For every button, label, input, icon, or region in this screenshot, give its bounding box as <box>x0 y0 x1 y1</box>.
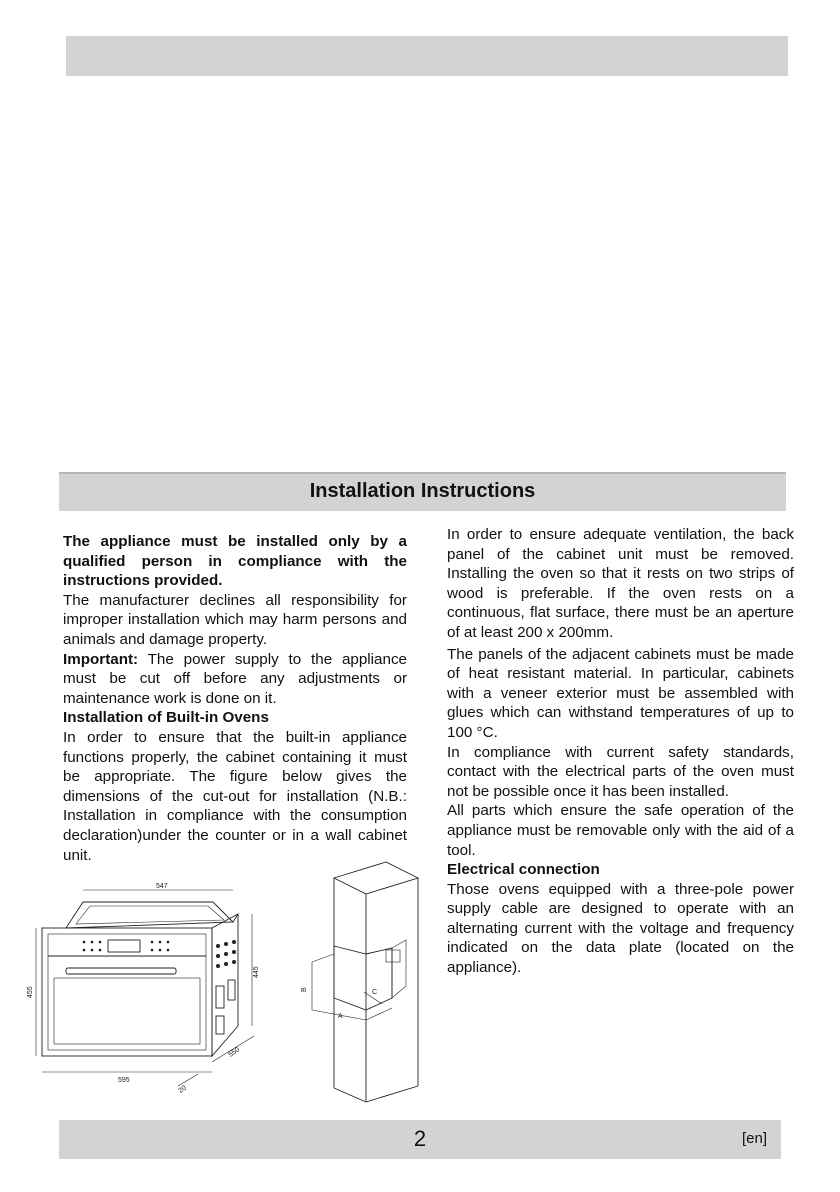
cabinet-cutout <box>334 946 392 1010</box>
panels-text: The panels of the adjacent cabinets must be made of heat resistant material. In particular, cabinets with a veneer exterior must be assembled with glues which can withstand temperatures of up to 100 °C. <box>447 645 794 741</box>
dim-height-right: 445 <box>253 966 260 978</box>
important-text: The power supply to the appliance must be cut off before any adjustments or maintenance work is done on it. <box>63 650 407 707</box>
label-c: C <box>372 989 378 996</box>
dim-width-top: 547 <box>156 883 168 890</box>
dim-height-left: 455 <box>27 986 34 998</box>
oven-dimension-drawing <box>28 876 278 1094</box>
section-title: Installation Instructions <box>309 480 536 502</box>
important-label: Important: <box>63 650 139 668</box>
dim-width-bottom: 595 <box>118 1077 130 1084</box>
left-column <box>63 532 407 865</box>
oven-handle <box>66 968 176 974</box>
oven-front-frame <box>42 928 212 1056</box>
electrical-heading: Electrical connection <box>447 861 600 879</box>
oven-side <box>212 914 238 1056</box>
cabinet-drawing <box>300 858 430 1108</box>
label-b: B <box>301 987 308 992</box>
ventilation-text: In order to ensure adequate ventilation, the back panel of the cabinet unit must be removed. Installing the oven so that it rests on two strips of wood is preferable. If the oven rests on a continuous, flat surface, there must be an aperture of at least 200 x 200mm. <box>447 526 794 641</box>
intro-warning: The appliance must be installed only by a qualified person in compliance with the instructions provided. <box>63 533 407 590</box>
dim-depth: 550 <box>227 1046 242 1059</box>
right-column <box>447 525 794 978</box>
label-a: A <box>338 1013 343 1020</box>
important-note <box>63 650 407 709</box>
intro-disclaimer: The manufacturer declines all responsibility for improper installation which may harm persons and animals and damage property. <box>63 591 407 648</box>
builtin-text: In order to ensure that the built-in appliance functions properly, the cabinet containing it must be appropriate. The figure below gives the dimensions of the cut-out for installation (N.B.: Installation in compliance with the consumption declaration)under the counter or in a wall cabinet unit. <box>63 728 407 864</box>
language-tag: [en] <box>741 1130 767 1147</box>
footer-bar <box>59 1120 781 1159</box>
top-header-bar <box>66 36 788 76</box>
electrical-text: Those ovens equipped with a three-pole power supply cable are designed to operate with an alternating current with the voltage and frequency indicated on the data plate (located on the appliance). <box>447 880 794 977</box>
removable-parts-text: All parts which ensure the safe operation of the appliance must be removable only with the aid of a tool. <box>447 802 794 859</box>
section-header-bar <box>59 472 786 511</box>
page-number: 2 <box>413 1126 427 1151</box>
dim-offset: 20 <box>177 1084 188 1095</box>
safety-text: In compliance with current safety standards, contact with the electrical parts of the oven must not be possible once it has been installed. <box>447 743 794 800</box>
builtin-heading: Installation of Built-in Ovens <box>63 709 269 727</box>
cabinet-top <box>334 862 418 894</box>
